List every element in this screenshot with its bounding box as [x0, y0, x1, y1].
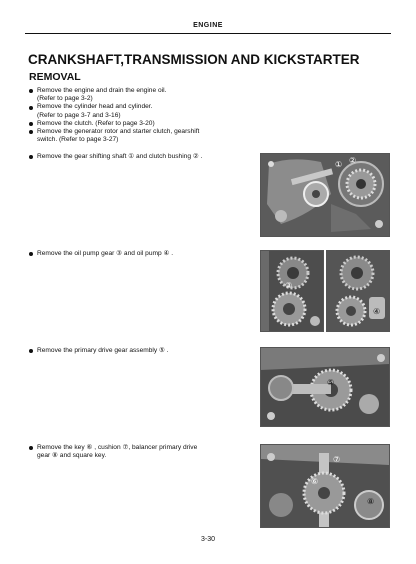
list-item-line: Remove the generator rotor and starter clutch, gearshift [37, 128, 200, 136]
list-item [28, 128, 268, 144]
photo-oil-pump-gear [260, 250, 324, 332]
list-item [28, 120, 268, 128]
callout-2: ② [349, 156, 357, 165]
bullet-icon [29, 349, 33, 353]
step-line: gear ⑧ and square key. [37, 452, 107, 460]
callout-8: ⑧ [367, 497, 375, 506]
photo-balancer-gear [260, 444, 390, 528]
step-balancer-gear [28, 444, 257, 460]
step-oil-pump [28, 250, 257, 258]
callout-6: ⑥ [311, 477, 319, 486]
list-item-line: Remove the clutch. (Refer to page 3-20) [37, 119, 155, 127]
bullet-icon [29, 155, 33, 159]
list-item-line: (Refer to page 3-7 and 3-16) [37, 111, 121, 119]
bullet-icon [29, 106, 33, 110]
step-line: Remove the oil pump gear ③ and oil pump ④ . [37, 250, 174, 257]
callout-4: ④ [373, 307, 381, 316]
callout-1: ① [335, 160, 343, 169]
bullet-icon [29, 130, 33, 134]
step-line: Remove the gear shifting shaft ① and clutch bushing ② . [37, 153, 203, 160]
step-line: Remove the primary drive gear assembly ⑤ . [37, 347, 169, 354]
list-item-line: Remove the cylinder head and cylinder. [37, 103, 153, 111]
removal-list [28, 87, 268, 144]
list-item [28, 103, 268, 119]
bullet-icon [29, 252, 33, 256]
photo-gear-shifting-shaft [260, 153, 390, 237]
callout-3: ③ [285, 281, 293, 290]
list-item-line: (Refer to page 3-2) [37, 95, 93, 103]
photo-oil-pump [326, 250, 390, 332]
step-primary-drive-gear [28, 347, 257, 355]
callout-5: ⑤ [327, 378, 335, 387]
page-number: 3-30 [200, 536, 215, 543]
photo-primary-drive-gear [260, 347, 390, 427]
callout-7: ⑦ [333, 455, 341, 464]
page-title: CRANKSHAFT,TRANSMISSION AND KICKSTARTER [28, 52, 360, 67]
list-item [28, 87, 268, 103]
step-line: Remove the key ⑥ , cushion ⑦, balancer primary drive [37, 444, 198, 451]
header-rule [25, 33, 391, 34]
header-label: ENGINE [193, 22, 223, 29]
step-gear-shifting-shaft [28, 153, 257, 161]
section-title: REMOVAL [29, 71, 81, 83]
bullet-icon [29, 122, 33, 126]
list-item-line: switch. (Refer to page 3-27) [37, 136, 119, 144]
bullet-icon [29, 89, 33, 93]
bullet-icon [29, 446, 33, 450]
list-item-line: Remove the engine and drain the engine oil. [37, 87, 167, 94]
